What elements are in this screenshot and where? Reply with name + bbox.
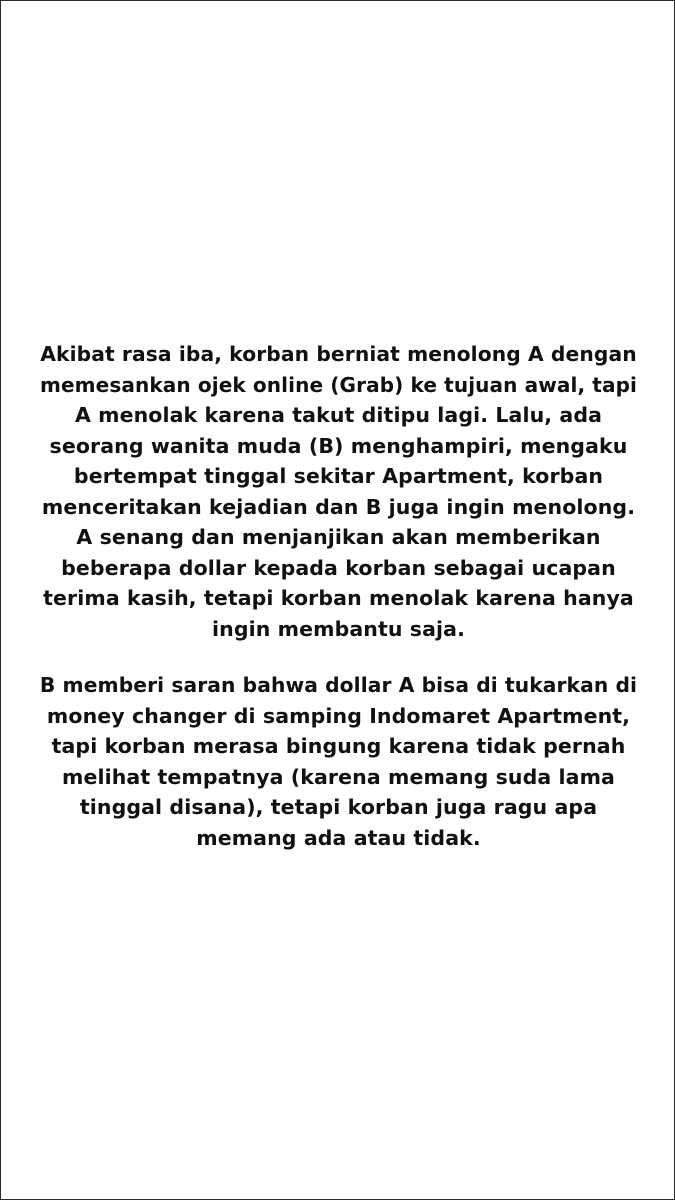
story-line: money changer di samping Indomaret Apartment, xyxy=(46,703,631,728)
story-paragraph-2 xyxy=(37,670,640,853)
story-line: A senang dan menjanjikan akan memberikan xyxy=(76,525,601,549)
story-line: Akibat rasa iba, korban berniat menolong A dengan xyxy=(40,342,637,366)
story-line: tapi korban merasa bingung karena tidak pernah xyxy=(51,734,626,758)
story-line: bertempat tinggal sekitar Apartment, korban xyxy=(73,464,604,488)
story-line: ingin membantu saja. xyxy=(212,616,465,641)
story-line: A menolak karena takut ditipu lagi. Lalu, ada xyxy=(74,403,603,427)
story-line: memang ada atau tidak. xyxy=(196,825,481,850)
story-line: terima kasih, tetapi korban menolak karena hanya xyxy=(43,586,634,610)
story-line: B memberi saran bahwa dollar A bisa di tukarkan di xyxy=(39,673,638,697)
story-paragraph-1 xyxy=(37,339,640,644)
story-line: seorang wanita muda (B) menghampiri, mengaku xyxy=(49,433,628,458)
story-line: beberapa dollar kepada korban sebagai ucapan xyxy=(61,555,616,580)
story-line: menceritakan kejadian dan B juga ingin menolong. xyxy=(41,494,636,519)
story-line: tinggal disana), tetapi korban juga ragu apa xyxy=(79,795,598,819)
story-text xyxy=(37,339,640,853)
story-line: memesankan ojek online (Grab) ke tujuan awal, tapi xyxy=(39,372,638,397)
story-line: melihat tempatnya (karena memang suda lama xyxy=(62,764,615,789)
